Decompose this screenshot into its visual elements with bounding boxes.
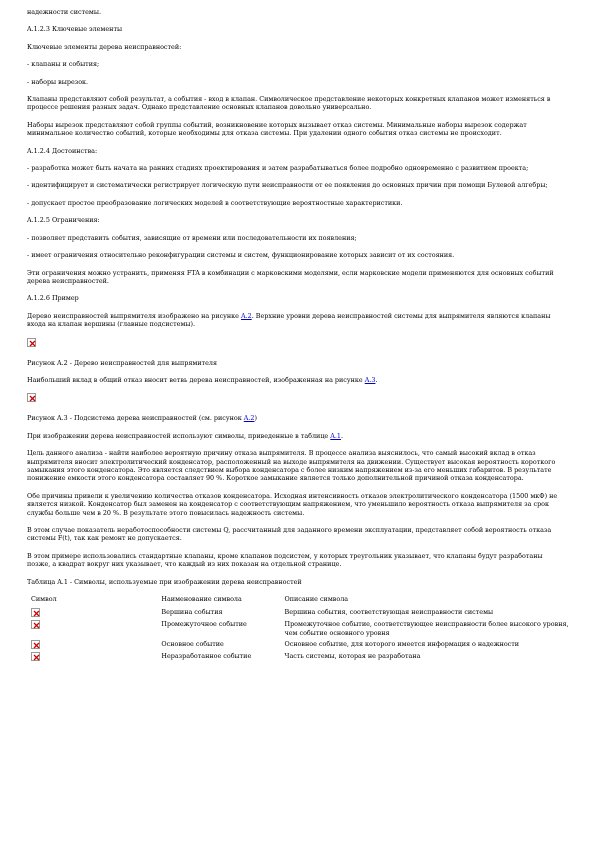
list-item: - идентифицирует и систематически регистрирует логическую пути неисправности от ее появления до основных причин при помощи Булевой алгебры; (27, 181, 548, 190)
section-heading: A.1.2.4 Достоинства: (27, 146, 98, 155)
symbol-description: Промежуточное событие, соответствующее неисправности более высокого уровня, чем событие основного уровня (284, 620, 569, 637)
table-link-a1[interactable]: A.1 (330, 431, 341, 440)
paragraph: В этом случае показатель неработоспособности системы Q, рассчитанный для заданного времени эксплуатации, представляет собой вероятность отказа системы F(t), так как ремонт не допускается. (27, 526, 552, 543)
symbol-description: Вершина события, соответствующая неисправности системы (284, 608, 494, 617)
table-header-row (27, 595, 575, 608)
table-caption: Таблица A.1 - Символы, используемые при изображении дерева неисправностей (27, 577, 302, 586)
symbol-description: Основное событие, для которого имеется информация о надежности (284, 640, 520, 649)
figure-link-a3[interactable]: A.3 (364, 375, 376, 384)
symbol-cell (27, 620, 161, 640)
paragraph: Эти ограничения можно устранить, применяя FTA в комбинации с марковскими моделями, если марковские модели применяются для основных событий дерева неисправностей. (27, 268, 554, 285)
section-heading: A.1.2.5 Ограничения: (27, 216, 100, 225)
column-header: Символ (31, 595, 57, 604)
list-item: - клапаны и события; (27, 60, 100, 69)
text-span: ) (254, 414, 257, 423)
broken-image-icon (27, 338, 36, 347)
broken-image-icon (31, 608, 40, 617)
figure-caption (27, 414, 567, 422)
symbol-name: Промежуточное событие (161, 620, 247, 629)
document-page (27, 8, 567, 664)
figure-link-a2[interactable]: A.2 (243, 414, 255, 423)
figure-link-a2[interactable]: A.2 (241, 311, 252, 320)
text-span: . (340, 431, 344, 440)
symbols-table (27, 595, 575, 664)
paragraph (27, 376, 567, 384)
paragraph: Клапаны представляют собой результат, а события - вход в клапан. Символическое представление некоторых конкретных клапанов может изменяться в процессе решения разных задач. Однако представление основных клапанов довольно универсально. (27, 95, 551, 112)
text-span: При изображении дерева неисправностей используют символы, приведенные в таблице (27, 431, 331, 440)
section-heading: A.1.2.3 Ключевые элементы (27, 25, 123, 34)
text-span: . Верхние уровни дерева неисправностей системы для выпрямителя являются клапаны входа на клапан вершины (главные подсистемы). (27, 311, 551, 329)
symbol-name: Основное событие (161, 640, 224, 649)
symbol-cell (27, 608, 161, 620)
column-header: Наименование символа (161, 595, 242, 604)
figure-a2-image (27, 338, 567, 349)
symbol-name: Вершина события (161, 608, 223, 617)
list-item: - наборы вырезок. (27, 77, 89, 86)
paragraph (27, 432, 567, 440)
text-span: Дерево неисправностей выпрямителя изображено на рисунке (27, 311, 241, 320)
symbol-cell (27, 652, 161, 664)
section-heading: A.1.2.6 Пример (27, 294, 79, 303)
paragraph: В этом примере использовались стандартные клапаны, кроме клапанов подсистем, у которых треугольник указывает, что клапаны будут разработаны позже, а квадрат вокруг них указывает, что каждый из них показан на отдельной странице. (27, 551, 543, 569)
table-row (27, 608, 575, 620)
broken-image-icon (31, 640, 40, 649)
text-span: . (375, 375, 378, 384)
paragraph: Обе причины привели к увеличению количества отказов конденсатора. Исходная интенсивность отказов электролитического конденсатора (1500 мкФ) не является низкой. Конденсатор был заменен на конденсатор с соответствующим напряжением, что уменьшило вероятность отказа выпрямителя за срок службы больше чем в 20 %. В результате этого повысилась надежность системы. (27, 491, 558, 517)
paragraph: Цель данного анализа - найти наиболее вероятную причину отказа выпрямителя. В процессе анализа выяснилось, что самый высокий вклад в отказ выпрямителя вносит электролитический конденсатор, расположенный на выходе выпрямителя на движении. Существует высокая вероятность короткого замыкания этого конденсатора. Это является следствием выбора конденсатора с более низким напряжением из-за его меньших габаритов. В результате понижение емкости этого конденсатора составляет 90 %. Короткое замыкание является только дополнительной причиной отказа конденсатора. (27, 449, 556, 483)
paragraph: Ключевые элементы дерева неисправностей: (27, 42, 182, 51)
symbol-cell (27, 640, 161, 652)
symbol-description: Часть системы, которая не разработана (284, 652, 421, 661)
list-item: - позволяет представить события, зависящие от времени или последовательности их появления; (27, 233, 357, 242)
broken-image-icon (31, 620, 40, 629)
list-item: - имеет ограничения относительно реконфигурации системы и систем, функционирование которых зависит от их состояния. (27, 251, 455, 260)
table-row (27, 652, 575, 664)
broken-image-icon (31, 652, 40, 661)
table-row (27, 620, 575, 640)
list-item: - разработка может быть начата на ранних стадиях проектирования и затем разрабатываться более подробно одновременно с развитием проекта; (27, 164, 529, 173)
paragraph (27, 312, 567, 329)
list-item: - допускает простое преобразование логических моделей в соответствующие вероятностные характеристики. (27, 198, 403, 207)
symbol-name: Неразработанное событие (161, 652, 252, 661)
paragraph: Наборы вырезок представляют собой группы событий, возникновение которых вызывает отказ системы. Минимальные наборы вырезок содержат минимальное количество событий, которые необходимы для отказа системы. При удалении одного события отказ системы не происходит. (27, 120, 527, 138)
text-span: Наибольший вклад в общий отказ вносит ветвь дерева неисправностей, изображенная на рисунке (27, 375, 365, 384)
paragraph: надежности системы. (27, 8, 102, 16)
broken-image-icon (27, 393, 36, 402)
figure-caption: Рисунок A.2 - Дерево неисправностей для выпрямителя (27, 358, 217, 367)
text-span: Рисунок A.3 - Подсистема дерева неисправностей (см. рисунок (27, 414, 244, 423)
column-header: Описание символа (284, 595, 349, 604)
figure-a3-image (27, 393, 567, 404)
table-row (27, 640, 575, 652)
